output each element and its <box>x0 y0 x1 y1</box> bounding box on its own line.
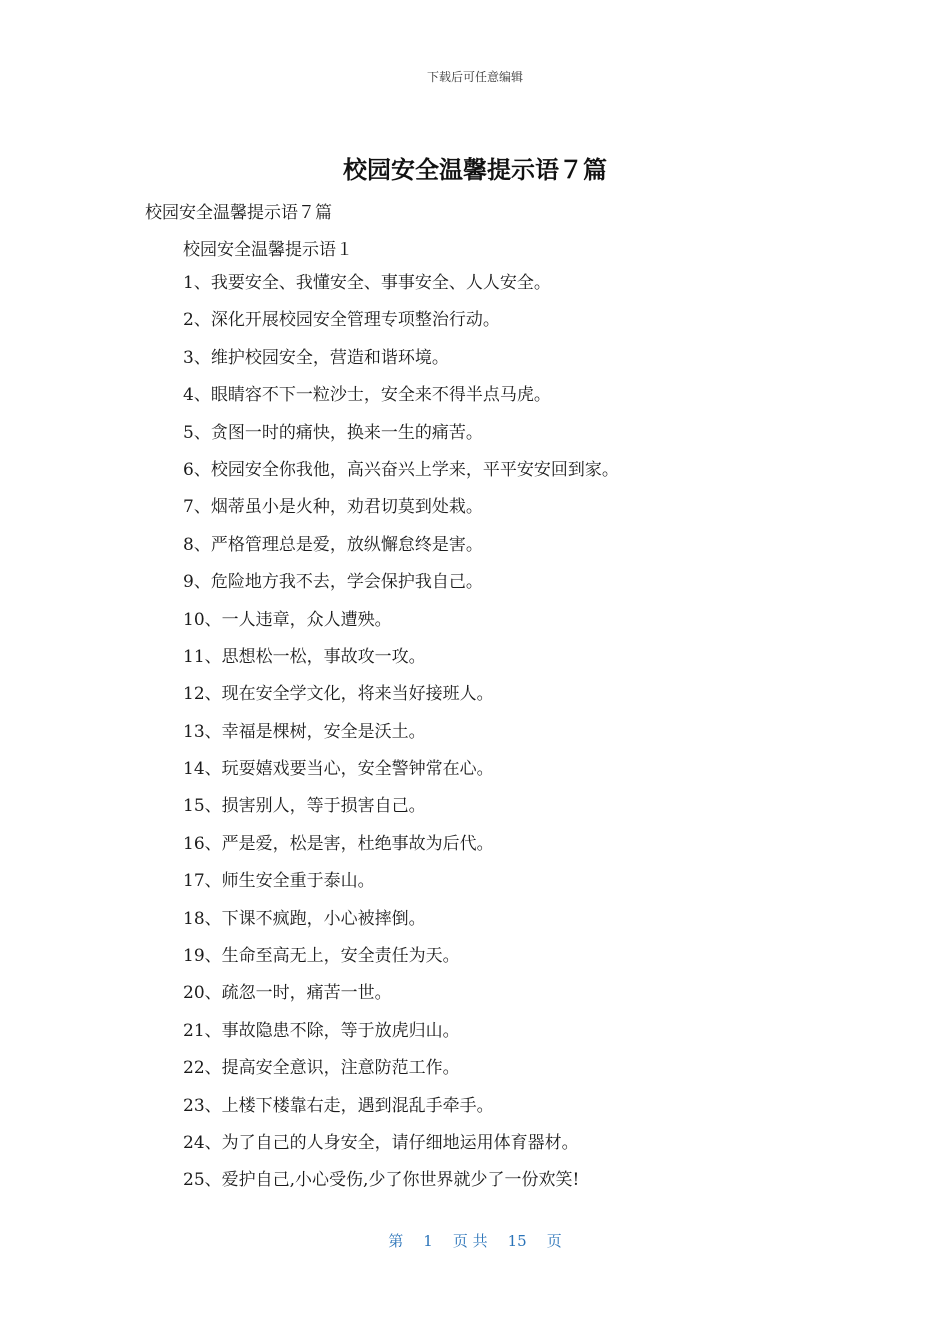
header-note: 下载后可任意编辑 <box>426 70 523 84</box>
total-pages: 15 <box>507 1232 527 1250</box>
list-item: 9、危险地方我不去，学会保护我自己。 <box>183 572 483 593</box>
list-item: 7、烟蒂虽小是火种，劝君切莫到处栽。 <box>183 497 483 518</box>
page-label-mid: 页 共 <box>452 1232 488 1250</box>
list-item: 18、下课不疯跑，小心被摔倒。 <box>183 908 426 929</box>
list-item: 8、严格管理总是爱，放纵懈怠终是害。 <box>183 534 483 555</box>
list-item: 4、眼睛容不下一粒沙士，安全来不得半点马虎。 <box>183 385 551 406</box>
list-item: 21、事故隐患不除，等于放虎归山。 <box>183 1020 460 1041</box>
list-item: 17、师生安全重于泰山。 <box>183 871 375 892</box>
list-item: 25、爱护自己,小心受伤,少了你世界就少了一份欢笑! <box>183 1170 580 1191</box>
list-item: 14、玩耍嬉戏要当心，安全警钟常在心。 <box>183 759 494 780</box>
list-item: 15、损害别人，等于损害自己。 <box>183 796 426 817</box>
list-item: 16、严是爱，松是害，杜绝事故为后代。 <box>183 833 494 854</box>
list-item: 5、贪图一时的痛快，换来一生的痛苦。 <box>183 422 483 443</box>
list-item: 10、一人违章，众人遭殃。 <box>183 609 392 630</box>
list-item: 6、校园安全你我他，高兴奋兴上学来，平平安安回到家。 <box>183 459 619 480</box>
page-number: 1 <box>423 1232 433 1250</box>
list-item: 13、幸福是棵树，安全是沃土。 <box>183 721 426 742</box>
list-item: 12、现在安全学文化，将来当好接班人。 <box>183 684 494 705</box>
list-item: 19、生命至高无上，安全责任为天。 <box>183 946 460 967</box>
page-footer <box>0 1230 950 1251</box>
section-heading: 校园安全温馨提示语１ <box>183 240 353 260</box>
document-title: 校园安全温馨提示语７篇 <box>343 156 607 184</box>
document-subtitle: 校园安全温馨提示语７篇 <box>145 203 332 223</box>
slogan-list <box>183 270 619 1205</box>
list-item: 3、维护校园安全，营造和谐环境。 <box>183 347 449 368</box>
list-item: 11、思想松一松，事故攻一攻。 <box>183 646 426 667</box>
list-item: 2、深化开展校园安全管理专项整治行动。 <box>183 310 500 331</box>
list-item: 1、我要安全、我懂安全、事事安全、人人安全。 <box>183 273 551 293</box>
page-label-prefix: 第 <box>388 1232 404 1250</box>
page-label-suffix: 页 <box>546 1232 562 1250</box>
list-item: 24、为了自己的人身安全，请仔细地运用体育器材。 <box>183 1132 579 1153</box>
list-item: 23、上楼下楼靠右走，遇到混乱手牵手。 <box>183 1095 494 1116</box>
list-item: 20、疏忽一时，痛苦一世。 <box>183 983 392 1004</box>
list-item: 22、提高安全意识，注意防范工作。 <box>183 1058 460 1079</box>
